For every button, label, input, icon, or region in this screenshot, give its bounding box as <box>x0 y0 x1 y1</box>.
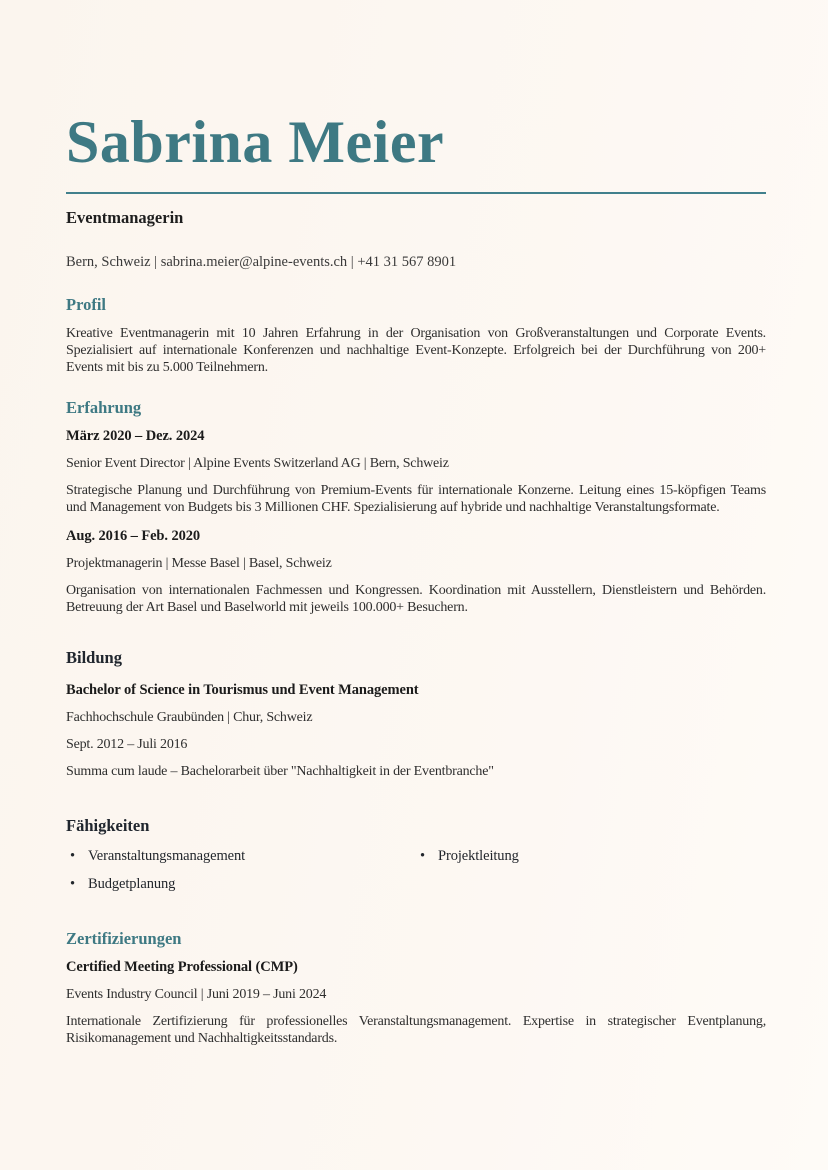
experience-description: Strategische Planung und Durchführung von Premium-Events für internationale Konzerne. Leitung eines 15-köpfigen Teams und Management von Budgets bis 3 Millionen CHF. Spezialisierung auf hybride und nachhaltige Veranstaltungsformate. <box>66 483 766 515</box>
experience-description: Organisation von internationalen Fachmessen und Kongressen. Koordination mit Ausstellern, Dienstleistern und Behörden. Betreuung der Art Basel und Baselworld mit jeweils 100.000+ Besuchern. <box>66 583 766 615</box>
education-entry <box>66 682 766 780</box>
skill-item <box>66 848 416 865</box>
job-title: Eventmanagerin <box>66 208 184 227</box>
bullet-icon: • <box>70 876 75 892</box>
section-profil <box>66 295 766 376</box>
certification-name: Certified Meeting Professional (CMP) <box>66 959 298 975</box>
profil-text: Kreative Eventmanagerin mit 10 Jahren Erfahrung in der Organisation von Großveranstaltungen und Corporate Events. Spezialisiert auf internationale Konferenzen und nachhaltige Event-Konzepte. Erfolgreich bei der Durchführung von 200+ Events mit bis zu 5.000 Teilnehmern. <box>66 326 766 375</box>
certification-issuer-line: Events Industry Council | Juni 2019 – Juni 2024 <box>66 987 327 1002</box>
header-divider-line <box>66 192 766 194</box>
education-dates: Sept. 2012 – Juli 2016 <box>66 737 188 752</box>
experience-entry <box>66 528 766 616</box>
skill-label: Budgetplanung <box>88 876 176 892</box>
education-school-line: Fachhochschule Graubünden | Chur, Schweiz <box>66 710 313 725</box>
certification-description: Internationale Zertifizierung für professionelles Veranstaltungsmanagement. Expertise in strategischer Eventplanung, Risikomanagement und Nachhaltigkeitsstandards. <box>66 1014 766 1046</box>
certification-entry <box>66 959 766 1047</box>
skill-item <box>416 848 766 865</box>
skill-label: Projektleitung <box>438 848 519 864</box>
resume-content <box>66 109 766 1047</box>
profil-heading: Profil <box>66 295 107 314</box>
skill-item <box>66 876 416 893</box>
faehigkeiten-heading: Fähigkeiten <box>66 816 150 835</box>
erfahrung-heading: Erfahrung <box>66 398 142 417</box>
bullet-icon: • <box>70 848 75 864</box>
section-bildung <box>66 648 766 780</box>
skills-list <box>66 848 766 893</box>
section-erfahrung <box>66 398 766 616</box>
experience-dates: März 2020 – Dez. 2024 <box>66 428 205 444</box>
bullet-icon: • <box>420 848 425 864</box>
section-zertifizierungen <box>66 929 766 1047</box>
experience-role-line: Projektmanagerin | Messe Basel | Basel, Schweiz <box>66 556 332 571</box>
zertifizierungen-heading: Zertifizierungen <box>66 929 182 948</box>
education-note: Summa cum laude – Bachelorarbeit über "Nachhaltigkeit in der Eventbranche" <box>66 764 494 779</box>
person-name: Sabrina Meier <box>66 109 445 175</box>
experience-entry <box>66 428 766 516</box>
bildung-heading: Bildung <box>66 648 122 667</box>
experience-dates: Aug. 2016 – Feb. 2020 <box>66 528 201 544</box>
contact-info: Bern, Schweiz | sabrina.meier@alpine-events.ch | +41 31 567 8901 <box>66 254 457 270</box>
section-faehigkeiten <box>66 816 766 893</box>
resume-header <box>66 109 766 271</box>
experience-role-line: Senior Event Director | Alpine Events Switzerland AG | Bern, Schweiz <box>66 456 449 471</box>
skill-label: Veranstaltungsmanagement <box>88 848 246 864</box>
education-degree: Bachelor of Science in Tourismus und Event Management <box>66 682 419 698</box>
